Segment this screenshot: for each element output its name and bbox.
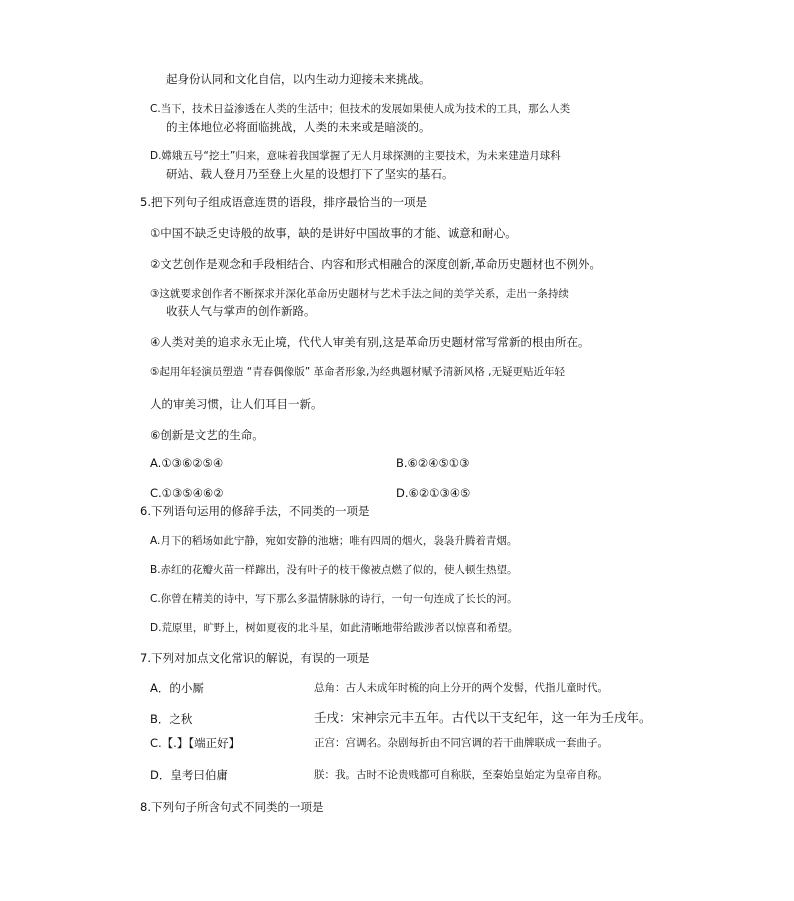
q5-option-a: A.①③⑥②⑤④ bbox=[150, 456, 224, 470]
q5-sentence-1: ①中国不缺乏史诗般的故事，缺的是讲好中国故事的才能、诚意和耐心。 bbox=[150, 226, 517, 240]
q7-option-d-term: D．皇考曰伯庸 bbox=[150, 768, 228, 782]
q6-option-b: B.赤红的花瓣火苗一样蹿出，没有叶子的枝干像被点燃了似的，使人顿生热望。 bbox=[150, 564, 518, 576]
q6-option-a: A.月下的稻场如此宁静，宛如安静的池塘；唯有四周的烟火，袅袅升腾着青烟。 bbox=[150, 535, 518, 547]
prev-option-d-line2: 研站、载人登月乃至登上火星的设想打下了坚实的基石。 bbox=[166, 167, 454, 181]
q6-option-c: C.你曾在精美的诗中，写下那么多温情脉脉的诗行，一句一句连成了长长的河。 bbox=[150, 593, 518, 605]
q5-sentence-2: ②文艺创作是观念和手段相结合、内容和形式相融合的深度创新,革命历史题材也不例外。 bbox=[150, 257, 601, 271]
q7-option-b-term: B．之秋 bbox=[150, 712, 193, 726]
q5-sentence-5-line2: 人的审美习惯，让人们耳目一新。 bbox=[150, 397, 323, 411]
q7-option-d-explanation: 朕：我。古时不论贵贱都可自称朕，至秦始皇始定为皇帝自称。 bbox=[314, 769, 608, 781]
q5-sentence-3-line1: ③这就要求创作者不断探求并深化革命历史题材与艺术手法之间的美学关系，走出一条持续 bbox=[150, 288, 569, 300]
question-8-stem: 8.下列句子所含句式不同类的一项是 bbox=[140, 800, 324, 814]
q7-option-a-term: A．的小厮 bbox=[150, 681, 204, 695]
q5-sentence-4: ④人类对美的追求永无止境，代代人审美有别,这是革命历史题材常写常新的根由所在。 bbox=[150, 335, 590, 349]
prev-option-c-line2: 的主体地位必将面临挑战，人类的未来或是暗淡的。 bbox=[166, 120, 431, 134]
q7-option-c-term: C.【.】【端正好】 bbox=[150, 736, 241, 750]
q6-option-d: D.荒原里，旷野上，树如夏夜的北斗星，如此清晰地带给跋涉者以惊喜和希望。 bbox=[150, 622, 519, 634]
prev-option-b-continuation: 起身份认同和文化自信，以内生动力迎接未来挑战。 bbox=[166, 72, 431, 86]
question-5-stem: 5.把下列句子组成语意连贯的语段，排序最恰当的一项是 bbox=[140, 195, 427, 209]
q5-option-b: B.⑥②④⑤①③ bbox=[396, 456, 470, 470]
prev-option-d-line1: D.嫦娥五号“挖土”归来，意味着我国掌握了无人月球探测的主要技术，为未来建造月球科 bbox=[150, 150, 561, 162]
q5-sentence-6: ⑥创新是文艺的生命。 bbox=[150, 428, 264, 442]
q5-sentence-3-line2: 收获人气与掌声的创作新路。 bbox=[166, 304, 316, 318]
q7-option-c-explanation: 正宫：宫调名。杂剧每折由不同宫调的若干曲牌联成一套曲子。 bbox=[314, 737, 608, 749]
q5-option-c: C.①③⑤④⑥② bbox=[150, 486, 224, 500]
question-6-stem: 6.下列语句运用的修辞手法，不同类的一项是 bbox=[140, 504, 370, 518]
q7-option-a-explanation: 总角：古人未成年时梳的向上分开的两个发髻，代指儿童时代。 bbox=[314, 682, 608, 694]
question-7-stem: 7.下列对加点文化常识的解说，有误的一项是 bbox=[140, 651, 370, 665]
q5-sentence-5-line1: ⑤起用年轻演员塑造 “青春偶像版” 革命者形象,为经典题材赋予清新风格 ,无疑更贴近年轻 bbox=[150, 366, 565, 378]
q5-option-d: D.⑥②①③④⑤ bbox=[396, 486, 471, 500]
q7-option-b-explanation: 壬戌：宋神宗元丰五年。古代以干支纪年，这一年为壬戌年。 bbox=[314, 710, 652, 725]
prev-option-c-line1: C.当下，技术日益渗透在人类的生活中；但技术的发展如果使人成为技术的工具，那么人类 bbox=[150, 103, 571, 115]
